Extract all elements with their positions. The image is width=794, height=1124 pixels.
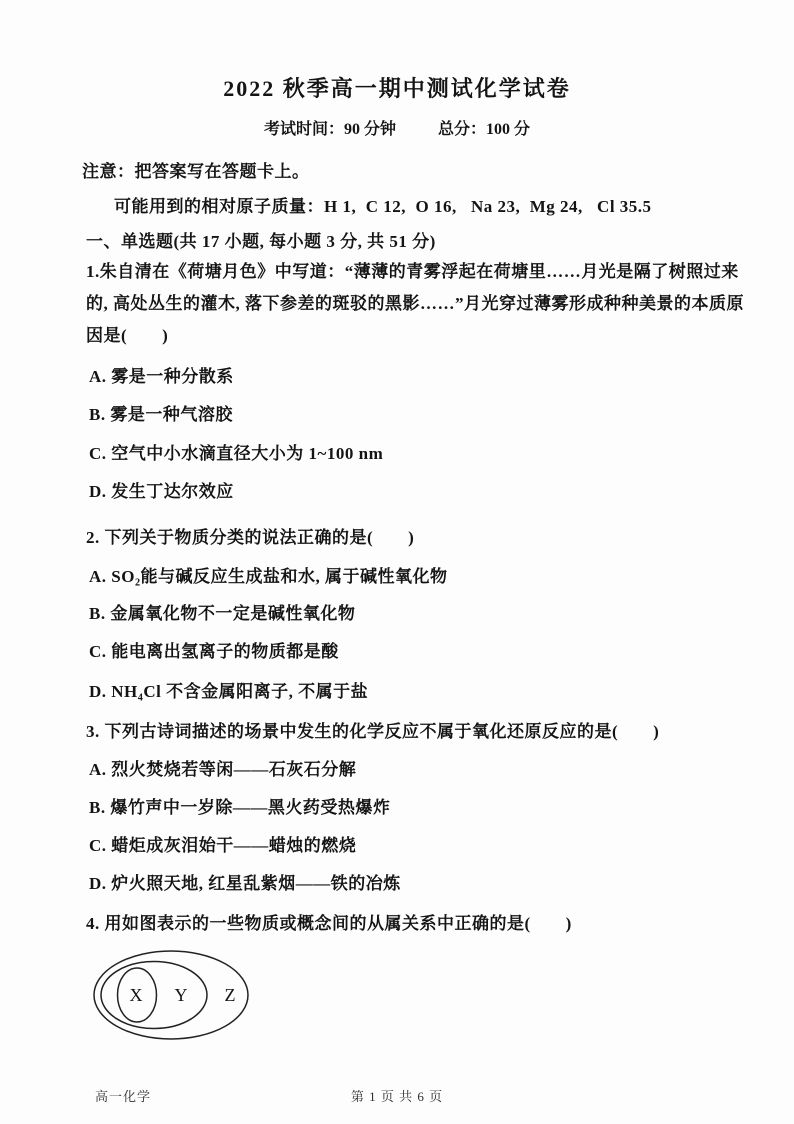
venn-label-z: Z xyxy=(224,985,236,1005)
exam-meta xyxy=(0,116,794,139)
question-1-line-3: 因是( ) xyxy=(86,326,169,345)
question-1-option-b: B. 雾是一种气溶胶 xyxy=(89,405,233,424)
question-3-option-d: D. 炉火照天地, 红星乱紫烟——铁的冶炼 xyxy=(89,874,401,893)
question-2-option-a: A. SO₂能与碱反应生成盐和水, 属于碱性氧化物 xyxy=(89,567,448,586)
question-3-option-c: C. 蜡炬成灰泪始干——蜡烛的燃烧 xyxy=(89,836,357,855)
question-2-option-c: C. 能电离出氢离子的物质都是酸 xyxy=(89,642,339,661)
question-3-option-a: A. 烈火焚烧若等闲——石灰石分解 xyxy=(89,760,357,779)
question-1-option-a: A. 雾是一种分散系 xyxy=(89,367,234,386)
footer-course: 高一化学 xyxy=(95,1089,152,1104)
venn-label-x: X xyxy=(129,985,143,1005)
question-1-option-c: C. 空气中小水滴直径大小为 1~100 nm xyxy=(89,444,384,463)
question-1-option-d: D. 发生丁达尔效应 xyxy=(89,482,234,501)
venn-label-y: Y xyxy=(174,985,188,1005)
question-1-line-1: 1.朱自清在《荷塘月色》中写道：“薄薄的青雾浮起在荷塘里……月光是隔了树照过来 xyxy=(86,262,739,281)
notice-line: 注意：把答案写在答题卡上。 xyxy=(82,162,310,181)
atomic-mass-line: 可能用到的相对原子质量：H 1, C 12, O 16, Na 23, Mg 24, Cl 35.5 xyxy=(114,197,652,216)
venn-diagram xyxy=(88,948,258,1044)
question-3-stem: 3. 下列古诗词描述的场景中发生的化学反应不属于氧化还原反应的是( ) xyxy=(86,722,660,741)
exam-title: 2022 秋季高一期中测试化学试卷 xyxy=(223,76,571,101)
question-2-option-d: D. NH₄Cl 不含金属阳离子, 不属于盐 xyxy=(89,682,369,701)
question-2-option-b: B. 金属氧化物不一定是碱性氧化物 xyxy=(89,604,356,623)
total-score-label: 总分：100 分 xyxy=(438,121,531,138)
section-heading: 一、单选题(共 17 小题, 每小题 3 分, 共 51 分) xyxy=(86,232,436,251)
question-2-stem: 2. 下列关于物质分类的说法正确的是( ) xyxy=(86,528,415,547)
footer-page-number: 第 1 页 共 6 页 xyxy=(350,1089,444,1104)
exam-time-label: 考试时间：90 分钟 xyxy=(263,121,396,138)
question-4-stem: 4. 用如图表示的一些物质或概念间的从属关系中正确的是( ) xyxy=(86,914,572,933)
question-3-option-b: B. 爆竹声中一岁除——黑火药受热爆炸 xyxy=(89,798,391,817)
question-1-line-2: 的, 高处丛生的灌木, 落下参差的斑驳的黑影……”月光穿过薄雾形成种种美景的本质原 xyxy=(86,294,744,313)
